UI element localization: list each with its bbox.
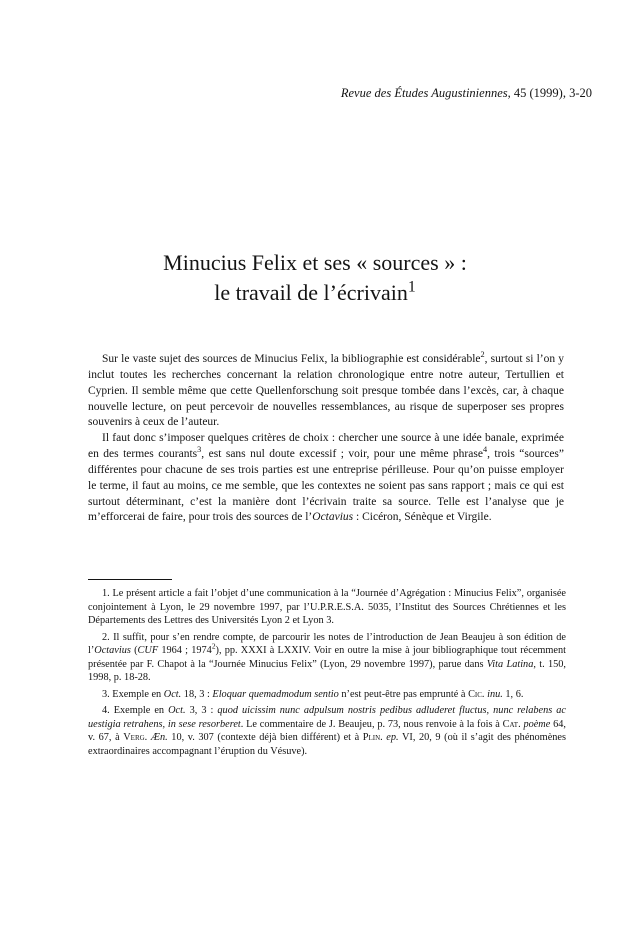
footnote-reference-marker: 2: [480, 350, 485, 360]
article-body: [88, 352, 564, 526]
text-segment: Cat.: [502, 718, 521, 730]
text-segment: VI, 20, 9 (où il s’agit des phénomènes extraordinaires accompagnant l’éruption du Vésuve).: [88, 732, 566, 758]
text-segment: 1. Le présent article a fait l’objet d’une communication à la “Journée d’Agrégation : Minucius Felix”, organisée conjointement à Lyon, le 29 novembre 1997, par l’U.P.R.E.S.A. 5035, l’Institut des Sources Chrétiennes et les Départements des Lettres des Universités Lyon 2 et Lyon 3.: [88, 588, 566, 627]
text-segment: 45 (1999), 3-20: [510, 86, 592, 100]
text-segment: Verg.: [123, 732, 148, 744]
text-segment: quod uicissim nunc adpulsum nostris pedibus adluderet fluctus, nunc relabens ac uestigia retrahens, in sese resorberet: [88, 705, 567, 730]
article-title-line2: [214, 280, 416, 305]
text-segment: 3. Exemple en: [102, 688, 164, 700]
footnote-1: [88, 587, 566, 628]
text-segment: inu.: [487, 688, 503, 700]
text-segment: Oct.: [168, 705, 186, 717]
text-segment: Il faut donc s’imposer quelques critères de choix : chercher une source à une idée banale, exprimée en des termes courants: [88, 432, 564, 461]
text-segment: 64, v. 67, à: [88, 718, 566, 744]
text-segment: 2. Il suffit, pour s’en rendre compte, de parcourir les notes de l’introduction de Jean Beaujeu à son édition de l’: [88, 631, 566, 657]
text-segment: : Cicéron, Sénèque et Virgile.: [353, 511, 492, 524]
text-segment: , t. 150, 1998, p. 18-28.: [88, 658, 566, 684]
text-segment: 3, 3 :: [185, 705, 218, 717]
text-segment: Oct.: [163, 688, 182, 700]
text-segment: Plin.: [362, 732, 383, 744]
text-segment: n’est peut-être pas emprunté à: [338, 688, 469, 700]
text-segment: 4. Exemple en: [102, 705, 169, 717]
text-segment: ), pp. XXXI à LXXIV. Voir en outre la mise à jour bibliographique tout récemment présentée par F. Chapot à la “Journée Minucius Felix” (Lyon, 29 novembre 1997), parue dans: [88, 645, 566, 670]
text-segment: , trois “sources” différentes pour chacune de ses trois parties est une entreprise périlleuse. Pour qu’on puisse employer le terme, il faut au moins, ce me semble, que les contextes ne soient pas sans rapport ; mais ce qui est surtout déterminant, c’est la manière dont l’écrivain traite sa source. Telle est l’analyse que je m’efforcerai de faire, pour trois des sources de l’: [88, 448, 564, 524]
footnote-reference-marker: 1: [407, 278, 416, 296]
footnote-4: [88, 704, 566, 758]
footnote-separator-rule: [88, 579, 172, 580]
body-paragraph-1: [88, 352, 564, 431]
text-segment: 1, 6.: [502, 688, 524, 700]
text-segment: 10, v. 307 (contexte déjà bien différent) et à: [167, 732, 363, 744]
text-segment: Sur le vaste sujet des sources de Minucius Felix, la bibliographie est considérable: [102, 353, 481, 365]
text-segment: Minucius Felix et ses « sources » :: [163, 250, 467, 275]
footnote-reference-marker: 4: [482, 445, 488, 455]
text-segment: , surtout si l’on y inclut toutes les recherches concernant la relation chronologique entre notre auteur, Tertullien et Cyprien. Il semble même que cette Quellenforschung soit presque tombée dans l’excès, car, à chaque nouvelle lecture, on peut percevoir de nouvelles ressemblances, au risque de superposer ses propres souvenirs à ceux de l’auteur.: [88, 353, 565, 429]
text-segment: Octavius: [312, 511, 354, 524]
text-segment: . Le commentaire de J. Beaujeu, p. 73, nous renvoie à la fois à: [240, 718, 503, 730]
footnote-3: [88, 688, 566, 702]
text-segment: , est sans nul doute excessif ; voir, pour une même phrase: [201, 448, 483, 461]
footnote-2: [88, 631, 566, 685]
text-segment: 18, 3 :: [181, 688, 213, 700]
footnote-reference-marker: 3: [197, 445, 202, 455]
article-title-line1: [163, 250, 467, 275]
text-segment: Octavius: [94, 645, 131, 657]
text-segment: CUF: [137, 645, 159, 657]
journal-running-head: [88, 86, 592, 100]
body-paragraph-2: [88, 431, 564, 526]
text-segment: ep.: [386, 732, 399, 744]
text-segment: 1964 ; 1974: [158, 645, 212, 657]
text-segment: Eloquar quemadmodum sentio: [212, 688, 339, 700]
article-title: [55, 248, 575, 308]
text-segment: Cic.: [468, 688, 485, 700]
text-segment: poème: [523, 718, 551, 730]
text-segment: (: [130, 645, 138, 657]
text-segment: Vita Latina: [486, 658, 534, 670]
text-segment: Æn.: [150, 732, 168, 744]
text-segment: le travail de l’écrivain: [214, 280, 408, 305]
text-segment: Revue des Études Augustiniennes,: [340, 86, 511, 100]
footnotes-block: [88, 587, 566, 762]
footnote-reference-marker: 2: [211, 641, 216, 651]
